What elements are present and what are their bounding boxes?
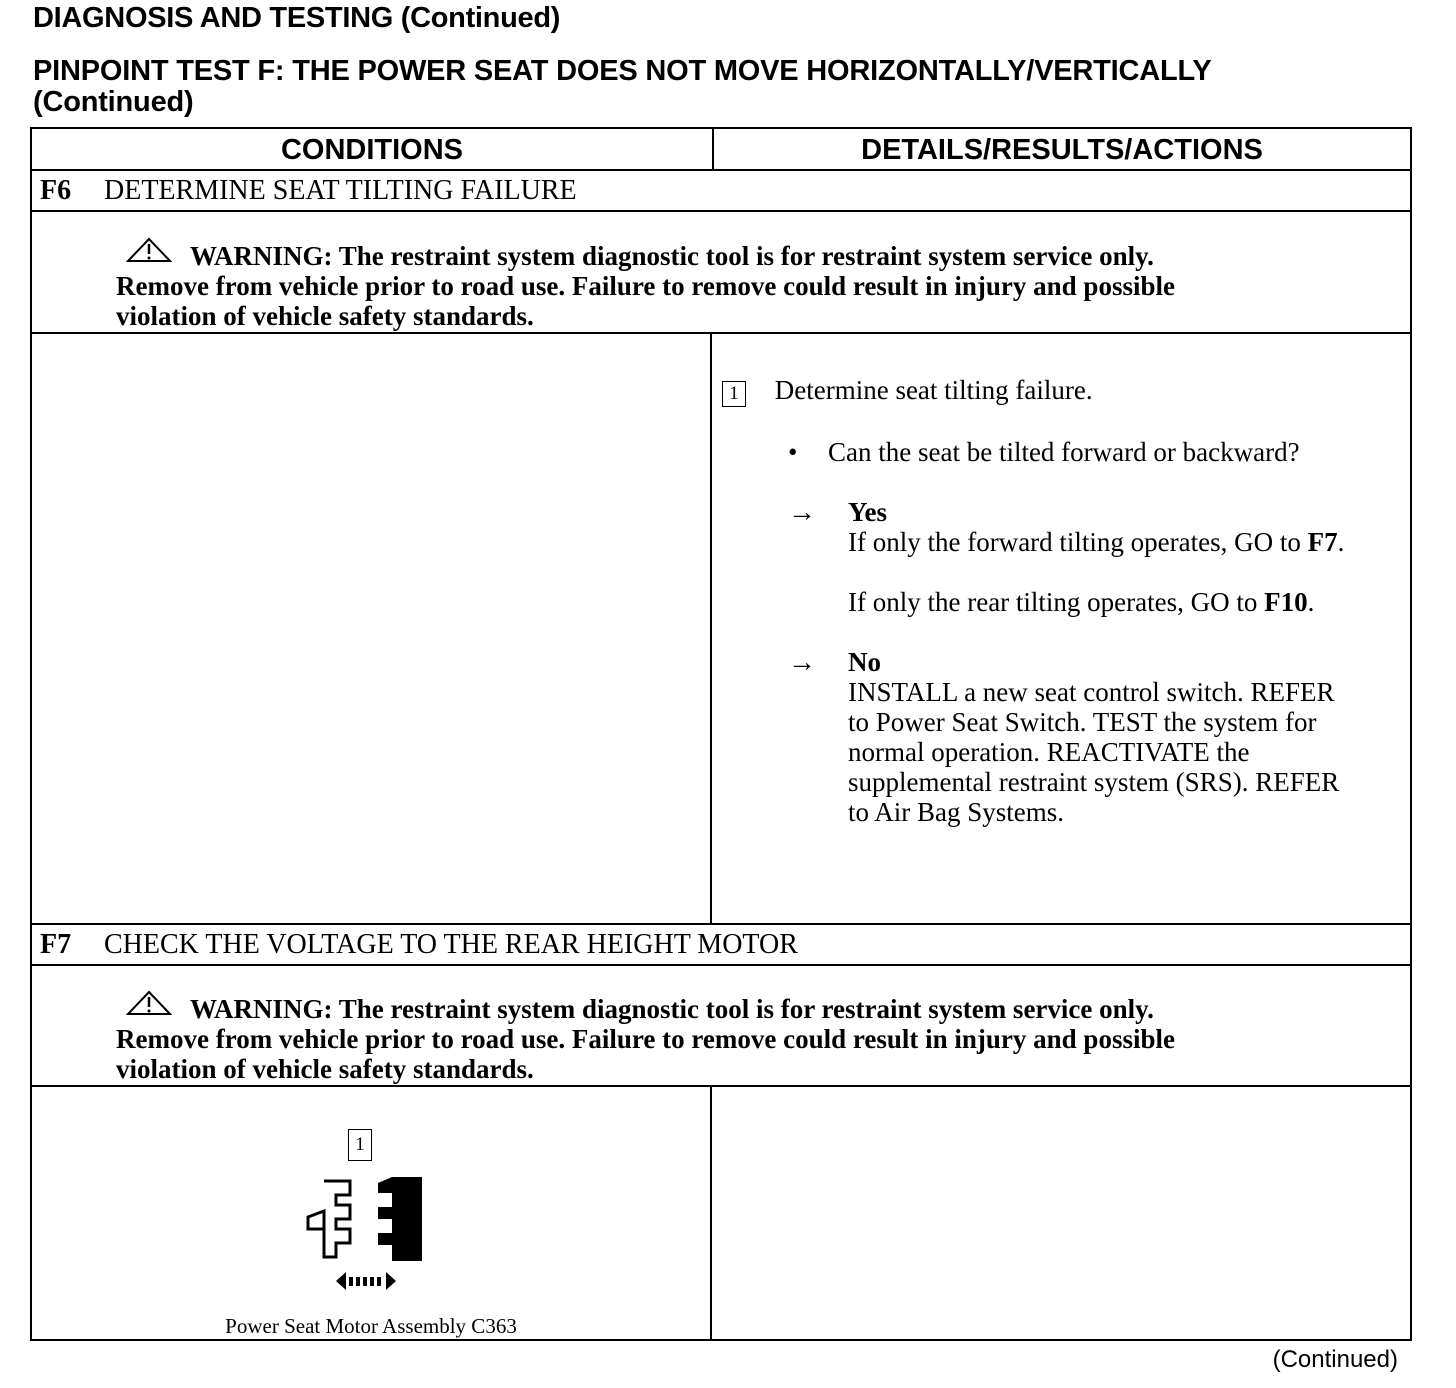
f6-action (722, 375, 1093, 407)
continued-footer: (Continued) (1272, 1346, 1398, 1373)
f6-yes-result: Yes If only the forward tilting operates, GO to F7. If only the rear tilting operates, GO to F10. (848, 497, 1345, 617)
pinpoint-test-title-line1: PINPOINT TEST F: THE POWER SEAT DOES NOT MOVE HORIZONTALLY/VERTICALLY (33, 55, 1212, 87)
action-text: Determine seat tilting failure. (774, 375, 1093, 405)
no-line: supplemental restraint system (SRS). REFER (848, 767, 1340, 797)
arrow-shaft-segment (377, 1277, 381, 1286)
yes-line1: If only the forward tilting operates, GO to (848, 527, 1308, 557)
step-code: F6 (40, 175, 72, 206)
figure-caption: Power Seat Motor Assembly C363 (225, 1314, 517, 1338)
no-line: to Power Seat Switch. TEST the system for (848, 707, 1317, 737)
yes-line2: If only the rear tilting operates, GO to (848, 587, 1265, 617)
step-title: DETERMINE SEAT TILTING FAILURE (104, 175, 577, 206)
arrow-shaft-segment (363, 1277, 367, 1286)
step-title: CHECK THE VOLTAGE TO THE REAR HEIGHT MOTOR (104, 929, 798, 960)
column-divider (710, 332, 712, 924)
no-line: INSTALL a new seat control switch. REFER (848, 677, 1335, 707)
rule (32, 332, 1410, 334)
power-seat-motor-connector-diagram (294, 1171, 434, 1295)
warning-f6 (116, 237, 1175, 331)
step-f7-header (40, 929, 798, 961)
rule (32, 1085, 1410, 1087)
question-text: Can the seat be tilted forward or backward? (828, 437, 1300, 467)
f6-no-result (848, 647, 1339, 827)
rule (32, 964, 1410, 966)
warning-line1: WARNING: The restraint system diagnostic tool is for restraint system service only. (190, 241, 1154, 271)
warning-f7 (116, 990, 1175, 1084)
yes-line1-ref: F7 (1307, 527, 1338, 557)
connector-outline (308, 1181, 350, 1257)
no-line: normal operation. REACTIVATE the (848, 737, 1250, 767)
arrow-right-icon: → (788, 497, 816, 528)
details-column-header: DETAILS/RESULTS/ACTIONS (861, 133, 1263, 166)
connector-solid (378, 1177, 422, 1261)
arrow-shaft-segment (349, 1277, 353, 1286)
warning-triangle-icon (126, 237, 172, 269)
arrow-shaft-segment (370, 1277, 374, 1286)
warning-line2: Remove from vehicle prior to road use. Failure to remove could result in injury and possible (116, 1024, 1175, 1054)
page-title: DIAGNOSIS AND TESTING (Continued) (33, 2, 561, 34)
pinpoint-test-title (33, 56, 1212, 118)
no-line: to Air Bag Systems. (848, 797, 1065, 827)
column-divider (710, 1085, 712, 1341)
bullet-icon: • (788, 437, 798, 467)
warning-triangle-icon (126, 990, 172, 1022)
rule (32, 923, 1410, 925)
warning-line1: WARNING: The restraint system diagnostic tool is for restraint system service only. (190, 994, 1154, 1024)
figure-number-box: 1 (348, 1129, 372, 1161)
step-f6-header (40, 175, 577, 207)
action-number-box: 1 (722, 381, 746, 407)
f6-question (788, 437, 1300, 467)
yes-label: Yes (848, 497, 887, 527)
arrow-right-icon: → (788, 647, 816, 678)
arrow-shaft-segment (356, 1277, 360, 1286)
yes-line2-ref: F10 (1264, 587, 1308, 617)
warning-line2: Remove from vehicle prior to road use. Failure to remove could result in injury and possible (116, 271, 1175, 301)
warning-line3: violation of vehicle safety standards. (116, 1054, 534, 1084)
arrow-left-head (336, 1272, 346, 1290)
conditions-column-header: CONDITIONS (280, 133, 464, 166)
warning-line3: violation of vehicle safety standards. (116, 301, 534, 331)
rule (32, 210, 1410, 212)
pinpoint-test-title-line2: (Continued) (33, 86, 194, 118)
pinpoint-test-table (30, 127, 1412, 1341)
arrow-right-head (386, 1272, 396, 1290)
no-label: No (848, 647, 881, 677)
step-code: F7 (40, 929, 72, 960)
